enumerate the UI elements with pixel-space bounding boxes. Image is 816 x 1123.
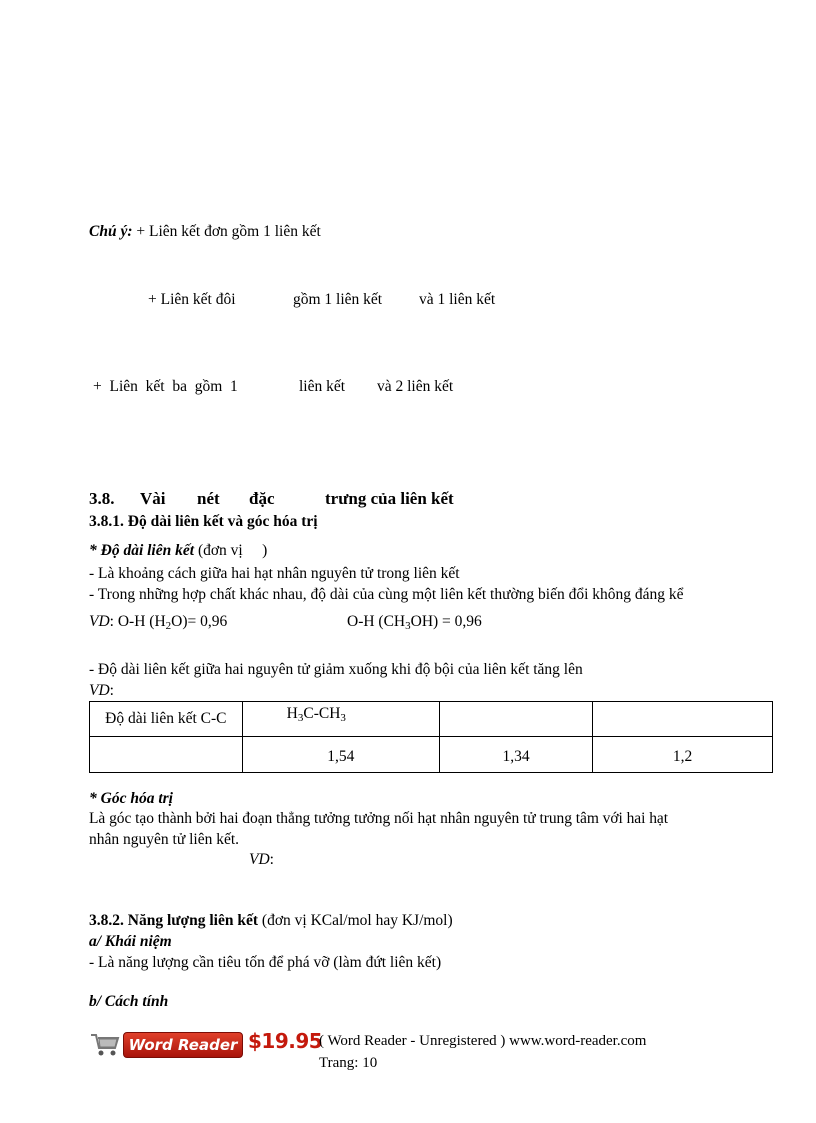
note-line-3c: và 2 liên kết xyxy=(377,378,454,395)
bond-angle-vd xyxy=(249,851,274,869)
bond-length-unit: (đơn vị ) xyxy=(197,542,268,559)
table-cell-value: 1,2 xyxy=(593,737,773,773)
heading-word-2: nét xyxy=(197,489,220,508)
vd-colon-3: : xyxy=(269,851,274,868)
bond-angle-title: * Góc hóa trị xyxy=(89,790,173,807)
page-number: Trang: 10 xyxy=(319,1055,378,1071)
vd-label-3: VD xyxy=(249,851,270,868)
section-3-8-1-title: 3.8.1. Độ dài liên kết và góc hóa trị xyxy=(89,513,318,530)
bond-angle-text-2: nhân nguyên tử liên kết. xyxy=(89,831,240,848)
vd2-part-a: O-H (CH xyxy=(347,613,406,630)
vd1-part-a: : O-H (H xyxy=(109,613,166,630)
note-label: Chú ý: xyxy=(89,223,133,240)
bond-length-table xyxy=(89,701,773,773)
ethane-c-ch: C-CH xyxy=(303,705,341,722)
vd2-subscript: 3 xyxy=(405,620,411,632)
heading-rest: trưng của liên kết xyxy=(325,489,454,508)
ethane-h: H xyxy=(286,705,298,722)
shopping-cart-icon xyxy=(90,1032,120,1058)
calc-title: b/ Cách tính xyxy=(89,993,169,1010)
price-tag: $19.95 xyxy=(248,1029,323,1053)
energy-unit: (đơn vị KCal/mol hay KJ/mol) xyxy=(261,912,453,929)
vd1-part-b: O)= 0,96 xyxy=(171,613,228,630)
vd-line-2 xyxy=(89,682,114,700)
table-cell-value: 1,54 xyxy=(242,737,439,773)
ethane-sub-2: 3 xyxy=(340,712,346,724)
vd1-subscript: 2 xyxy=(165,620,172,632)
vd-example-2 xyxy=(347,613,482,632)
note-line-2a: + Liên kết đôi xyxy=(148,291,236,308)
table-cell-ethane xyxy=(242,702,439,737)
section-3-8-2-title xyxy=(89,912,453,930)
concept-title: a/ Khái niệm xyxy=(89,933,172,950)
note-line-2b: gồm 1 liên kết xyxy=(293,291,383,308)
table-cell-empty xyxy=(90,737,243,773)
energy-title: 3.8.2. Năng lượng liên kết xyxy=(89,912,259,929)
heading-word-3: đặc xyxy=(249,489,275,508)
vd-label-2: VD xyxy=(89,682,110,699)
vd-colon-2: : xyxy=(109,682,114,699)
vd-label: VD xyxy=(89,613,110,630)
table-cell-value: 1,34 xyxy=(440,737,593,773)
vd-example-1 xyxy=(89,613,227,632)
bond-length-label: * Độ dài liên kết xyxy=(89,542,195,559)
note-line-1 xyxy=(89,223,321,241)
table-cell-label: Độ dài liên kết C-C xyxy=(90,702,243,737)
word-reader-button[interactable]: Word Reader xyxy=(123,1032,243,1058)
table-row xyxy=(90,702,773,737)
heading-number: 3.8. xyxy=(89,489,115,508)
bond-length-bullet-2: - Trong những hợp chất khác nhau, độ dài của cùng một liên kết thường biến đổi không đáng kể xyxy=(89,586,684,603)
bond-length-bullet-1: - Là khoảng cách giữa hai hạt nhân nguyên tử trong liên kết xyxy=(89,565,460,582)
note-text-1: + Liên kết đơn gồm 1 liên kết xyxy=(136,223,321,240)
ethane-sub-1: 3 xyxy=(297,712,304,724)
bond-length-subtitle xyxy=(89,542,267,560)
note-line-2c: và 1 liên kết xyxy=(419,291,496,308)
vd2-part-b: OH) = 0,96 xyxy=(410,613,482,630)
bond-angle-text-1: Là góc tạo thành bởi hai đoạn thẳng tưởng tưởng nối hạt nhân nguyên tử trung tâm với hai hạt xyxy=(89,810,668,827)
note-line-3a: + Liên kết ba gồm 1 xyxy=(93,378,238,395)
heading-word-1: Vài xyxy=(140,489,166,508)
table-cell-empty xyxy=(593,702,773,737)
concept-text: - Là năng lượng cần tiêu tốn để phá vỡ (làm đứt liên kết) xyxy=(89,954,442,971)
bond-length-bullet-3: - Độ dài liên kết giữa hai nguyên tử giảm xuống khi độ bội của liên kết tăng lên xyxy=(89,661,583,678)
unregistered-notice: ( Word Reader - Unregistered ) www.word-reader.com xyxy=(319,1033,647,1049)
table-cell-empty xyxy=(440,702,593,737)
note-line-3b: liên kết xyxy=(299,378,346,395)
word-reader-logo[interactable] xyxy=(90,1029,323,1060)
table-row xyxy=(90,737,773,773)
